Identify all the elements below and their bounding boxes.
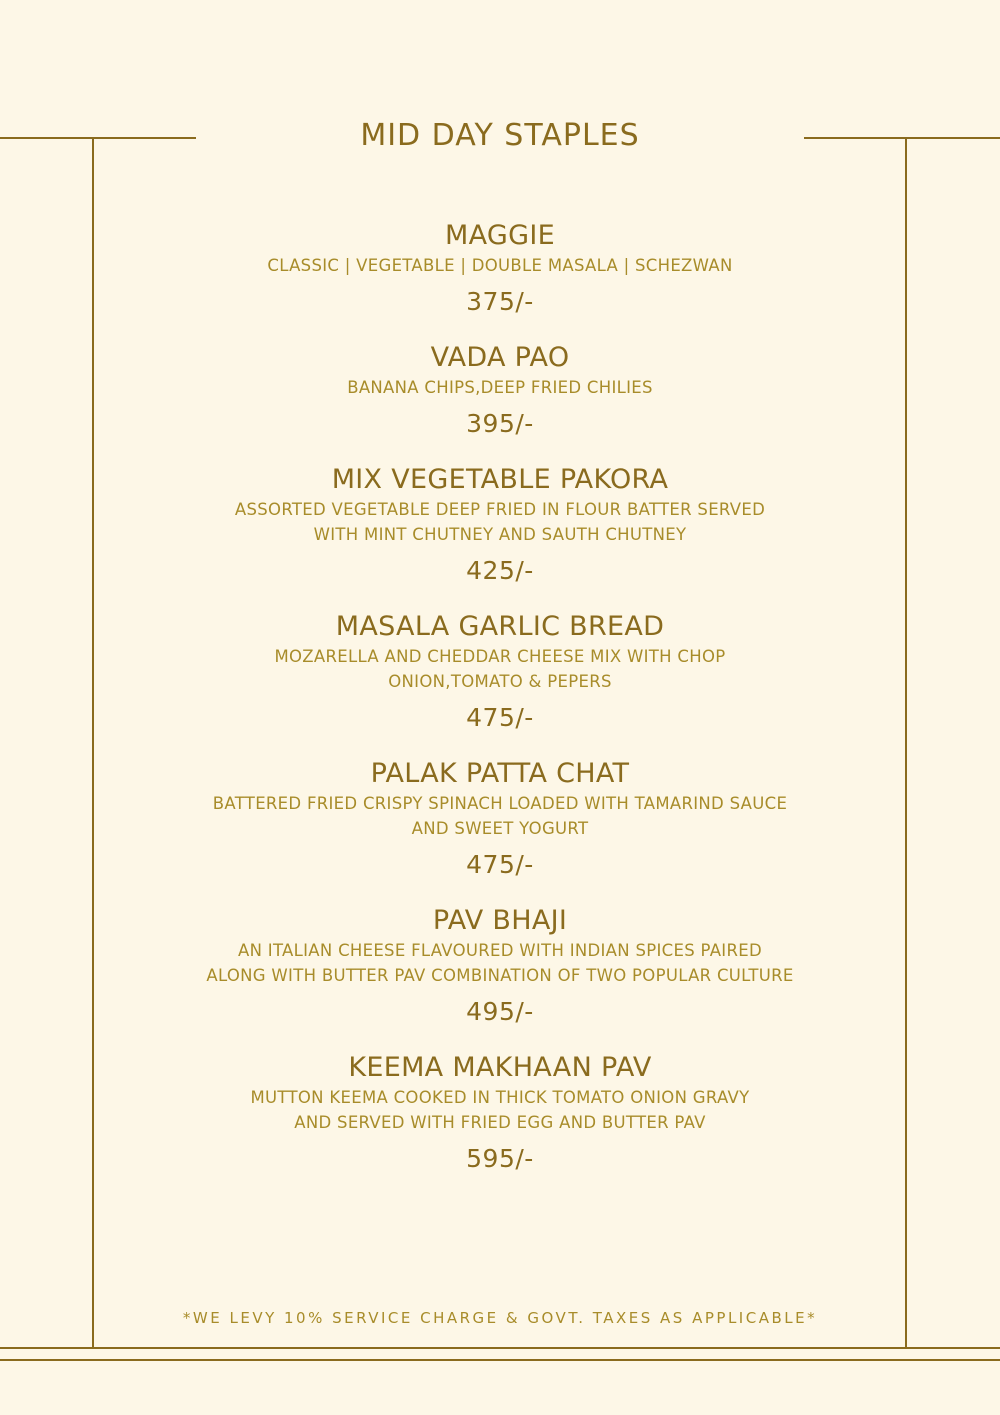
item-description-line: MOZARELLA AND CHEDDAR CHEESE MIX WITH CHOP [274,647,726,666]
menu-item [100,904,900,1028]
item-price: 495/- [466,997,534,1026]
item-name: PAV BHAJI [432,905,568,936]
item-description-line: BANANA CHIPS,DEEP FRIED CHILIES [347,378,653,397]
frame-line-right [905,137,907,1349]
item-name: KEEMA MAKHAAN PAV [348,1052,652,1083]
item-price: 595/- [466,1144,534,1173]
item-description-line: MUTTON KEEMA COOKED IN THICK TOMATO ONION GRAVY [250,1088,750,1107]
menu-item [100,341,900,440]
item-description-line: ONION,TOMATO & PEPERS [388,672,612,691]
item-description-line: AND SWEET YOGURT [411,819,589,838]
menu-item [100,757,900,881]
item-price: 375/- [466,287,534,316]
item-name: VADA PAO [430,342,570,373]
item-description-line: AND SERVED WITH FRIED EGG AND BUTTER PAV [294,1113,706,1132]
page-title: MID DAY STAPLES [360,118,640,153]
item-description-line: BATTERED FRIED CRISPY SPINACH LOADED WITH TAMARIND SAUCE [212,794,788,813]
item-name: MAGGIE [445,220,555,251]
menu-list [100,219,900,1198]
item-price: 475/- [466,703,534,732]
item-name: MASALA GARLIC BREAD [335,611,665,642]
item-name: MIX VEGETABLE PAKORA [331,464,669,495]
item-price: 475/- [466,850,534,879]
item-description-line: AN ITALIAN CHEESE FLAVOURED WITH INDIAN SPICES PAIRED [238,941,762,960]
item-name: PALAK PATTA CHAT [370,758,630,789]
menu-item [100,463,900,587]
item-description-line: ALONG WITH BUTTER PAV COMBINATION OF TWO POPULAR CULTURE [206,966,794,985]
item-description-line: CLASSIC | VEGETABLE | DOUBLE MASALA | SCHEZWAN [267,256,733,275]
item-description-line: ASSORTED VEGETABLE DEEP FRIED IN FLOUR BATTER SERVED [234,500,766,519]
frame-line-bottom-double [0,1359,1000,1361]
menu-item [100,610,900,734]
item-price: 425/- [466,556,534,585]
item-price: 395/- [466,409,534,438]
frame-line-left [92,137,94,1349]
frame-line-bottom [0,1347,1000,1349]
menu-item [100,1051,900,1175]
service-charge-note: *WE LEVY 10% SERVICE CHARGE & GOVT. TAXES AS APPLICABLE* [182,1309,818,1327]
menu-item [100,219,900,318]
item-description-line: WITH MINT CHUTNEY AND SAUTH CHUTNEY [313,525,687,544]
